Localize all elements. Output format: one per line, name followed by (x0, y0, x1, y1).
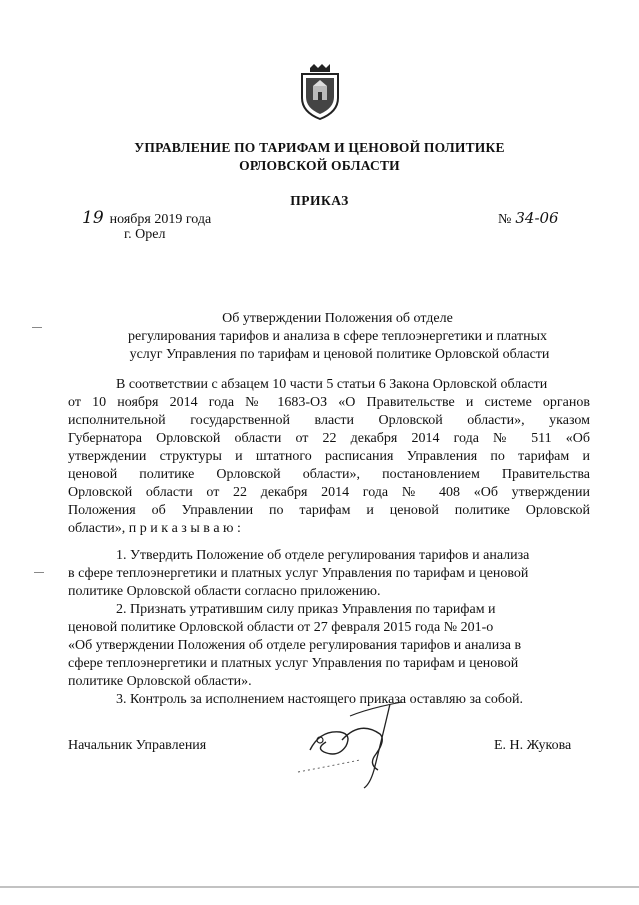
preamble-line: ценовой политике Орловской области», постановлением Правительства (68, 467, 590, 482)
order-item-line: сфере теплоэнергетики и платных услуг Управления по тарифам и ценовой (68, 656, 519, 671)
order-item-line: ценовой политике Орловской области от 27 февраля 2015 года № 201-о (68, 620, 494, 635)
organization-name-line1: УПРАВЛЕНИЕ ПО ТАРИФАМ И ЦЕНОВОЙ ПОЛИТИКЕ (134, 140, 505, 155)
number-sign: № (498, 212, 512, 227)
preamble-line: Орловской области от 22 декабря 2014 года № 408 «Об утверждении (68, 485, 590, 500)
preamble-line: В соответствии с абзацем 10 части 5 статьи 6 Закона Орловской области (116, 377, 548, 392)
document-number (498, 209, 559, 228)
date-text: ноября 2019 года (109, 212, 212, 227)
scan-margin-mark (34, 572, 44, 573)
preamble-line: Положения об Управлении по тарифам и ценовой политике Орловской (68, 503, 590, 518)
order-item-line: «Об утверждении Положения об отделе регулирования тарифов и анализа в (68, 638, 522, 653)
document-type: ПРИКАЗ (290, 193, 349, 208)
order-item-line: 2. Признать утратившим силу приказ Управления по тарифам и (116, 602, 496, 617)
preamble-line: Губернатора Орловской области от 22 декабря 2014 года № 511 «Об (68, 431, 590, 446)
handwritten-number: 34-06 (515, 209, 559, 227)
signatory-name: Е. Н. Жукова (494, 738, 572, 753)
order-item-line: 1. Утвердить Положение об отделе регулирования тарифов и анализа (116, 548, 530, 563)
subject-line: услуг Управления по тарифам и ценовой политике Орловской области (129, 347, 550, 362)
scan-margin-mark (32, 327, 42, 328)
order-item-line: политике Орловской области согласно приложению. (68, 584, 381, 599)
order-item-line: в сфере теплоэнергетики и платных услуг Управления по тарифам и ценовой (68, 566, 529, 581)
preamble-line: утверждении структуры и штатного расписания Управления по тарифам и (68, 449, 590, 464)
order-item-line: 3. Контроль за исполнением настоящего приказа оставляю за собой. (116, 692, 524, 707)
coat-of-arms-icon (296, 64, 344, 120)
document-city: г. Орел (124, 227, 166, 242)
preamble-line: от 10 ноября 2014 года № 1683-ОЗ «О Правительстве и системе органов (68, 395, 590, 410)
handwritten-day: 19 (82, 208, 104, 228)
order-item-line: политике Орловской области». (68, 674, 252, 689)
signature-icon (290, 700, 420, 790)
subject-line: регулирования тарифов и анализа в сфере теплоэнергетики и платных (127, 329, 548, 344)
signatory-position: Начальник Управления (68, 738, 207, 753)
scan-edge (0, 886, 639, 888)
document-date (82, 208, 211, 228)
subject-line: Об утверждении Положения об отделе (222, 311, 453, 326)
organization-name-line2: ОРЛОВСКОЙ ОБЛАСТИ (239, 158, 400, 173)
preamble-line: области», п р и к а з ы в а ю : (68, 521, 241, 536)
preamble-line: исполнительной государственной власти Орловской области», указом (68, 413, 590, 428)
